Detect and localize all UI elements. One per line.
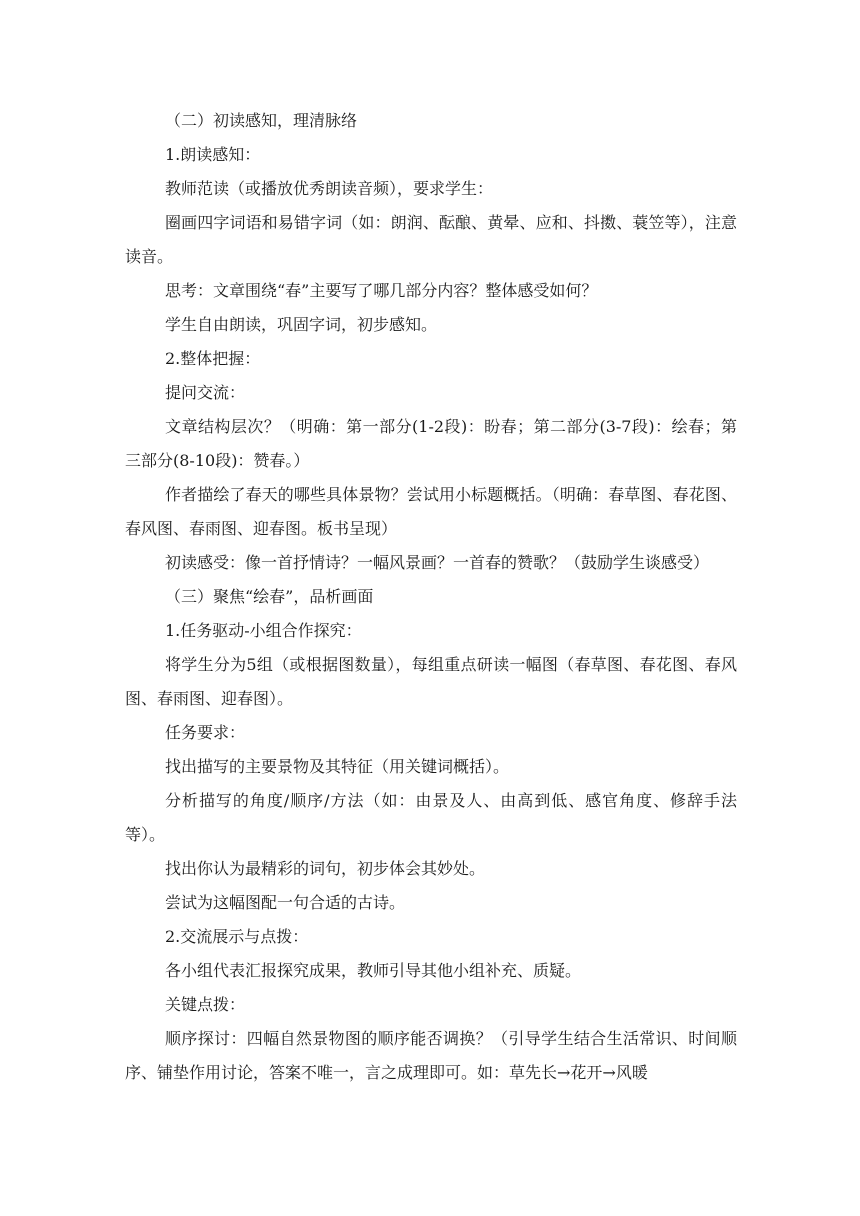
paragraph: 文章结构层次？（明确：第一部分(1-2段)：盼春；第二部分(3-7段)：绘春；第三部分(8-10段)：赞春。） xyxy=(125,417,737,470)
paragraph: 教师范读（或播放优秀朗读音频），要求学生： xyxy=(165,179,494,198)
paragraph: 顺序探讨：四幅自然景物图的顺序能否调换？（引导学生结合生活常识、时间顺序、铺垫作用讨论，答案不唯一，言之成理即可。如：草先长→花开→风暖 xyxy=(125,1029,737,1082)
paragraph: 作者描绘了春天的哪些具体景物？尝试用小标题概括。（明确：春草图、春花图、春风图、春雨图、迎春图。板书呈现） xyxy=(125,485,737,538)
paragraph: 提问交流： xyxy=(165,383,246,402)
paragraph: 各小组代表汇报探究成果，教师引导其他小组补充、质疑。 xyxy=(165,961,582,980)
paragraph: 关键点拨： xyxy=(165,995,246,1014)
subheading-exchange: 2.交流展示与点拨： xyxy=(165,927,309,946)
paragraph: 任务要求： xyxy=(165,723,246,742)
paragraph: 思考：文章围绕“春”主要写了哪几部分内容？整体感受如何？ xyxy=(165,281,598,300)
paragraph: 将学生分为5组（或根据图数量），每组重点研读一幅图（春草图、春花图、春风图、春雨图、迎春图）。 xyxy=(125,655,737,708)
document-body xyxy=(125,104,737,1090)
subheading-task: 1.任务驱动-小组合作探究： xyxy=(165,621,362,640)
paragraph: 尝试为这幅图配一句合适的古诗。 xyxy=(165,893,406,912)
paragraph: 分析描写的角度/顺序/方法（如：由景及人、由高到低、感官角度、修辞手法等）。 xyxy=(125,791,737,844)
section-heading-2: （二）初读感知，理清脉络 xyxy=(165,111,358,130)
paragraph: 找出你认为最精彩的词句，初步体会其妙处。 xyxy=(165,859,486,878)
paragraph: 圈画四字词语和易错字词（如：朗润、酝酿、黄晕、应和、抖擞、蓑笠等），注意读音。 xyxy=(125,213,737,266)
paragraph: 初读感受：像一首抒情诗？一幅风景画？一首春的赞歌？（鼓励学生谈感受） xyxy=(165,553,710,572)
paragraph: 找出描写的主要景物及其特征（用关键词概括）。 xyxy=(165,757,510,776)
paragraph: 学生自由朗读，巩固字词，初步感知。 xyxy=(165,315,438,334)
section-heading-3: （三）聚焦“绘春”，品析画面 xyxy=(165,587,374,606)
subheading-reading: 1.朗读感知： xyxy=(165,145,261,164)
subheading-overall: 2.整体把握： xyxy=(165,349,261,368)
